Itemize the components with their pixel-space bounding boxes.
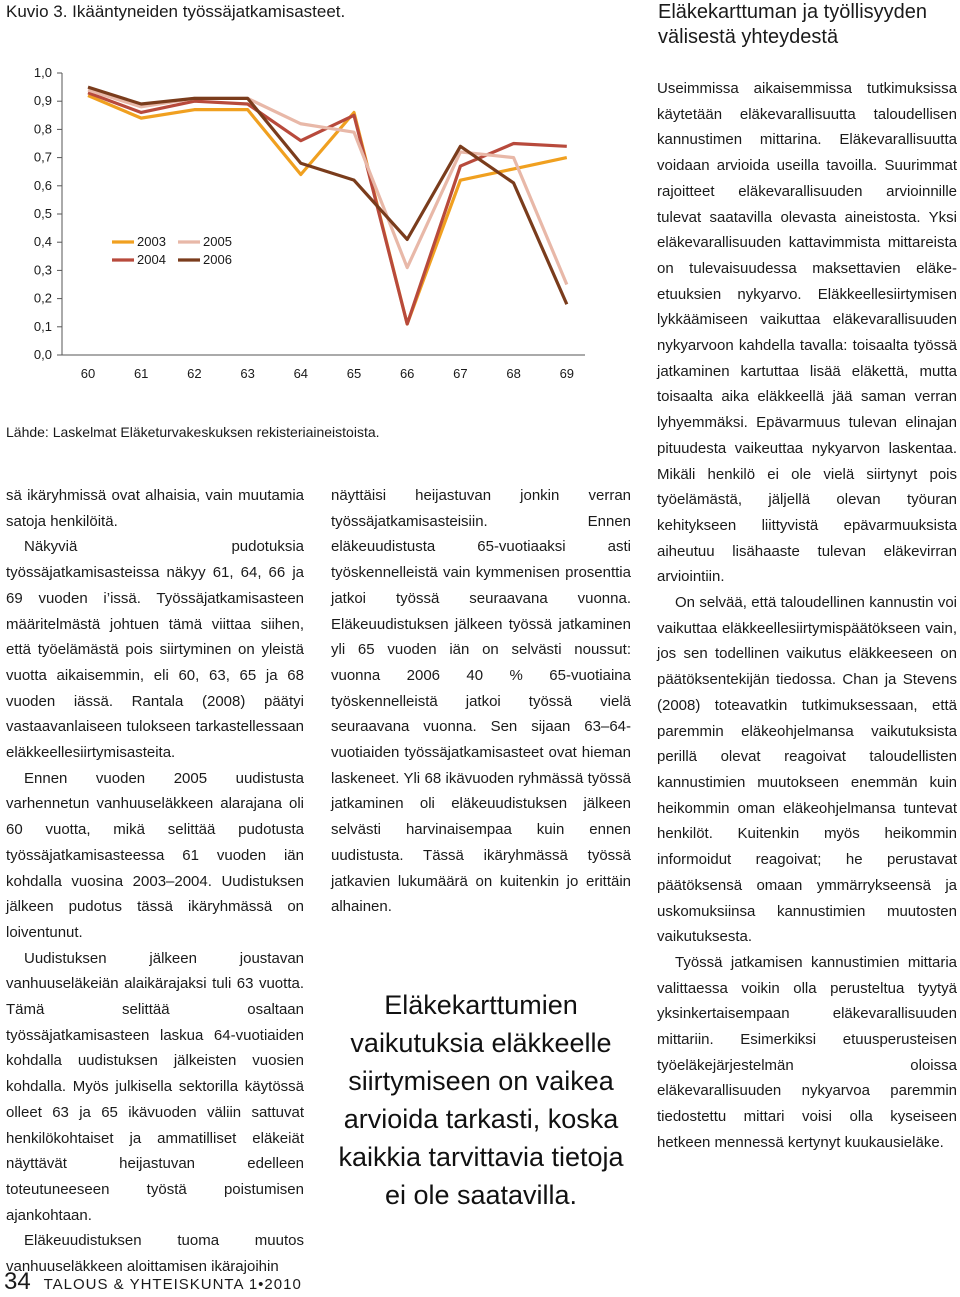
paragraph: sä ikäryhmissä ovat alhaisia, vain muutamia satoja henkilöitä. <box>6 487 304 530</box>
body-column-1 <box>6 483 304 1280</box>
y-tick-label: 0,0 <box>33 347 52 362</box>
chart-legend <box>112 234 232 267</box>
y-tick-label: 0,4 <box>33 234 52 250</box>
x-tick-label: 63 <box>240 366 255 381</box>
y-tick-label: 0,5 <box>33 206 52 221</box>
legend-label: 2004 <box>137 252 166 267</box>
y-axis <box>34 65 62 362</box>
x-axis <box>62 355 585 381</box>
page-footer <box>4 1268 302 1296</box>
paragraph: Ennen vuoden 2005 uudistusta varhennetun vanhuuseläkkeen alarajana oli 60 vuotta, mikä selittää pudotusta työssäjatkamisasteessa 61 vuoden iän kohdalla vuosina 2003–2004. Uudistuksen jälkeen pudotus tässä ikäryhmässä on loiventunut. <box>6 769 304 941</box>
paragraph: On selvää, että taloudellinen kannustin voi vaikuttaa eläkkeellesiirtymispäätökseen vain, jos sen todellinen vaikutus eläkkeeseen on päätöksentekijän tiedossa. Chan ja Stevens (2008) toteavatkin tutkimuksessaan, että paremmin eläkeohjelmansa vaikutuksista perillä olevat reagoivat taloudellisten kannustimien muutokseen enemmän kuin heikommin oman eläkeohjelmansa tuntevat henkilöt. Kuitenkin myös heikommin informoidut reagoivat; he perustavat päätöksensä omaan ymmärrykseensä ja uskomuksiinsa kannustimien muutosten vaikutuksesta. <box>657 594 957 946</box>
paragraph: Työssä jatkamisen kannustimien mittaria valittaessa voikin olla perusteltua tyytyä yksinkertaisempaan eläkevarallisuuden mittariin. Esimerkiksi etuusperusteisen työeläkejärjestelmän oloissa eläkevarallisuuden nykyarvoa paremmin tiedostettu mittari voisi olla kyseiseen hetkeen mennessä kertynyt kuukausieläke. <box>657 953 957 1151</box>
paragraph: Useimmissa aikaisemmissa tutkimuksissa käytetään eläkevarallisuutta taloudellisen kannustimen mittarina. Eläkevarallisuutta voidaan arvioida useilla tavoilla. Suurimmat rajoitteet eläkevarallisuuden arvioinnille tulevat saatavilla olevasta aineistosta. Yksi eläkevarallisuuden kattavimmista mittareista on tulevaisuudessa maksettavien eläke-etuuksien nykyarvo. Eläkkeellesiirtymisen lykkäämiseen vaikuttaa eläkevarallisuuden nykyarvoon kahdella tavalla: toisaalta työssä jatkaminen kartuttaa lisää eläkettä, mutta toisaalta aika eläkkeellä jää saman verran lyhyemmäksi. Epävarmuus tulevan elinajan pituudesta vaikeuttaa nykyarvon laskentaa. Mikäli henkilö ei ole vielä siirtynyt pois työelämästä, jäljellä olevan työuran kehitykseen liittyvistä epävarmuuksista aiheutuu lisähaaste tulevan eläkevirran arviointiin. <box>657 80 957 586</box>
pull-quote: Eläkekarttumien vaikutuksia eläkkeelle siirtymiseen on vaikea arvioida tarkasti, koska kaikkia tarvittavia tietoja ei ole saatavilla. <box>338 990 624 1210</box>
y-tick-label: 0,8 <box>33 121 52 137</box>
y-tick-label: 0,1 <box>33 318 52 334</box>
body-column-2 <box>331 483 631 920</box>
figure-caption: Kuvio 3. Ikääntyneiden työssäjatkamisasteet. <box>6 2 346 21</box>
x-tick-label: 65 <box>346 366 362 381</box>
paragraph: näyttäisi heijastuvan jonkin verran työssäjatkamisasteisiin. Ennen eläkeuudistusta 65-vuotiaaksi asti työskennelleistä vain kymmenisen prosenttia jatkoi työssä seuraavana vuonna. Eläkeuudistuksen jälkeen työssä jatkaminen yli 65 vuoden iän on selvästi noussut: vuonna 2006 40 % 65-vuotiaina työskennelleistä jatkoi työssä vielä seuraavana vuonna. Sen sijaan 63–64-vuotiaiden työssäjatkamisasteet ovat hieman laskeneet. Yli 68 ikävuoden ryhmässä työssä jatkaminen oli eläkeuudistuksen jälkeen selvästi harvinaisempaa kuin ennen uudistusta. Tässä ikäryhmässä työssä jatkavien lukumäärä on kuitenkin jo erittäin alhainen. <box>331 487 631 916</box>
x-tick-label: 60 <box>80 366 96 381</box>
legend-label: 2005 <box>203 234 232 249</box>
x-tick-label: 69 <box>559 366 575 381</box>
series-line-2006 <box>88 87 567 304</box>
y-tick-label: 0,7 <box>33 149 52 165</box>
figure-source: Lähde: Laskelmat Eläketurvakeskuksen rekisteriaineistoista. <box>6 424 380 440</box>
chart-series <box>88 87 567 324</box>
x-tick-label: 61 <box>133 366 149 381</box>
x-tick-label: 68 <box>506 366 521 381</box>
y-tick-label: 0,6 <box>33 177 52 193</box>
x-tick-label: 64 <box>293 366 309 381</box>
paragraph: Eläkeuudistuksen tuoma muutos vanhuuseläkkeen aloittamisen ikärajoihin <box>6 1232 304 1276</box>
x-tick-label: 67 <box>453 366 468 381</box>
body-column-3 <box>657 76 957 1156</box>
series-line-2003 <box>88 96 567 324</box>
paragraph: Näkyviä pudotuksia työssäjatkamisasteissa näkyy 61, 64, 66 ja 69 vuoden i’issä. Työssäjatkamisasteen määritelmästä johtuen tämä viittaa siihen, että työelämästä pois siirtyminen on yleistä vuotta aikaisemmin, eli 60, 63, 65 ja 68 vuoden iässä. Rantala (2008) päätyi vastaavanlaiseen tulokseen tarkastellessaan eläkkeellesiirtymisasteita. <box>6 538 304 762</box>
paragraph: Uudistuksen jälkeen joustavan vanhuuseläkeiän alaikärajaksi tuli 63 vuotta. Tämä selittää osaltaan työssäjatkamisasteen laskua 64-vuotiaiden kohdalla uudistuksen jälkeisten vuosien kohdalla. Myös julkisella sektorilla käytössä olleet 63 ja 65 ikävuoden väliin sattuvat henkilökohtaiset ja ammatilliset eläkeiät näyttävät heijastuvan edelleen toteutuneeseen työstä poistumisen ajankohtaan. <box>6 949 304 1224</box>
y-tick-label: 1,0 <box>33 65 52 80</box>
x-tick-label: 66 <box>399 366 415 381</box>
sidebar-heading: Eläkekarttuman ja työllisyyden välisestä yhteydestä <box>658 1 928 48</box>
page-number: 34 <box>4 1268 31 1295</box>
x-tick-label: 62 <box>187 366 202 381</box>
y-tick-label: 0,3 <box>33 262 52 278</box>
y-tick-label: 0,2 <box>33 290 52 306</box>
line-chart <box>0 52 640 387</box>
legend-label: 2003 <box>137 234 166 249</box>
legend-label: 2006 <box>203 252 232 267</box>
y-tick-label: 0,9 <box>33 93 52 109</box>
publication-name: TALOUS & YHTEISKUNTA 1•2010 <box>43 1276 302 1293</box>
